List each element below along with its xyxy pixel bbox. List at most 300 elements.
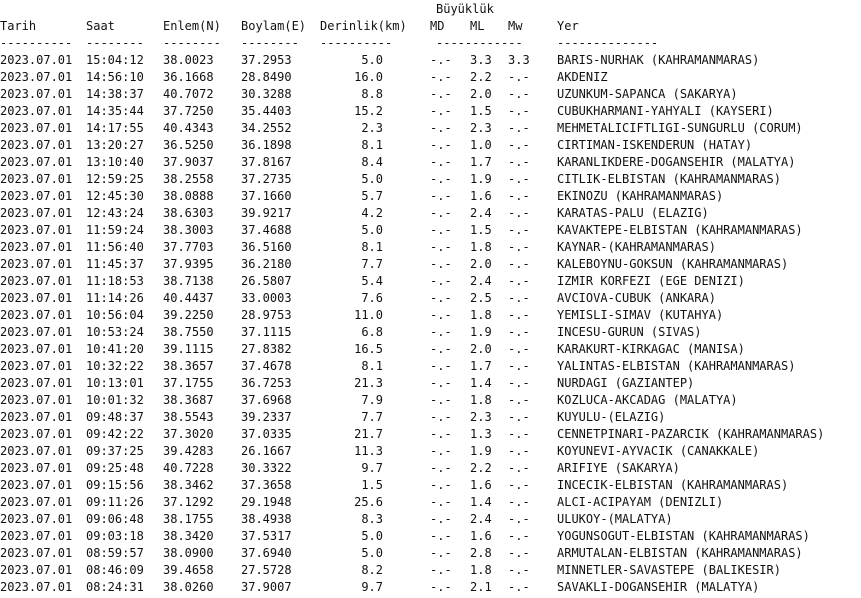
cell-tarih: 2023.07.01	[0, 478, 73, 492]
cell-md: -.-	[430, 87, 452, 101]
cell-boylam: 38.4938	[241, 512, 292, 526]
cell-yer: INCECIK-ELBISTAN (KAHRAMANMARAS)	[557, 478, 789, 492]
cell-mw: -.-	[508, 393, 530, 407]
cell-ml: 1.8	[470, 563, 492, 577]
cell-md: -.-	[430, 240, 452, 254]
cell-md: -.-	[430, 546, 452, 560]
cell-enlem: 40.7228	[163, 461, 214, 475]
cell-ml: 1.6	[470, 189, 492, 203]
cell-md: -.-	[430, 189, 452, 203]
cell-tarih: 2023.07.01	[0, 342, 73, 356]
cell-boylam: 36.7253	[241, 376, 292, 390]
cell-saat: 10:01:32	[86, 393, 144, 407]
cell-derinlik: 25.6	[354, 495, 383, 509]
cell-boylam: 39.2337	[241, 410, 292, 424]
cell-md: -.-	[430, 495, 452, 509]
column-header-boylam: Boylam(E)	[241, 19, 307, 33]
cell-tarih: 2023.07.01	[0, 359, 73, 373]
cell-boylam: 26.1667	[241, 444, 292, 458]
cell-derinlik: 21.7	[354, 427, 383, 441]
cell-tarih: 2023.07.01	[0, 563, 73, 577]
cell-saat: 11:56:40	[86, 240, 144, 254]
cell-ml: 3.3	[470, 53, 492, 67]
cell-enlem: 38.3420	[163, 529, 214, 543]
cell-derinlik: 8.1	[361, 138, 383, 152]
cell-yer: ARMUTALAN-ELBISTAN (KAHRAMANMARAS)	[557, 546, 803, 560]
cell-derinlik: 5.0	[361, 546, 383, 560]
cell-yer: YALINTAS-ELBISTAN (KAHRAMANMARAS)	[557, 359, 796, 373]
cell-yer: AVCIOVA-CUBUK (ANKARA)	[557, 291, 716, 305]
table-row	[0, 69, 861, 86]
cell-boylam: 28.9753	[241, 308, 292, 322]
cell-boylam: 37.2735	[241, 172, 292, 186]
cell-md: -.-	[430, 223, 452, 237]
table-row	[0, 86, 861, 103]
cell-derinlik: 5.0	[361, 53, 383, 67]
cell-tarih: 2023.07.01	[0, 325, 73, 339]
cell-ml: 1.7	[470, 359, 492, 373]
cell-saat: 09:48:37	[86, 410, 144, 424]
cell-enlem: 38.3003	[163, 223, 214, 237]
separator-boylam: --------	[241, 36, 299, 50]
cell-md: -.-	[430, 478, 452, 492]
cell-saat: 08:46:09	[86, 563, 144, 577]
cell-md: -.-	[430, 53, 452, 67]
table-row	[0, 222, 861, 239]
cell-boylam: 30.3322	[241, 461, 292, 475]
cell-ml: 1.3	[470, 427, 492, 441]
cell-mw: -.-	[508, 87, 530, 101]
cell-saat: 09:42:22	[86, 427, 144, 441]
cell-derinlik: 8.3	[361, 512, 383, 526]
cell-ml: 1.8	[470, 393, 492, 407]
cell-yer: EKINOZU (KAHRAMANMARAS)	[557, 189, 724, 203]
cell-boylam: 26.5807	[241, 274, 292, 288]
cell-saat: 09:11:26	[86, 495, 144, 509]
cell-ml: 1.5	[470, 223, 492, 237]
cell-mw: -.-	[508, 342, 530, 356]
cell-mw: -.-	[508, 546, 530, 560]
cell-mw: -.-	[508, 308, 530, 322]
cell-enlem: 38.3687	[163, 393, 214, 407]
cell-derinlik: 11.0	[354, 308, 383, 322]
cell-boylam: 28.8490	[241, 70, 292, 84]
separator-derinlik: ----------	[320, 36, 393, 50]
cell-saat: 14:17:55	[86, 121, 144, 135]
cell-yer: CUBUKHARMANI-YAHYALI (KAYSERI)	[557, 104, 774, 118]
cell-tarih: 2023.07.01	[0, 546, 73, 560]
cell-ml: 2.2	[470, 70, 492, 84]
cell-boylam: 33.0003	[241, 291, 292, 305]
cell-ml: 2.2	[470, 461, 492, 475]
cell-saat: 10:13:01	[86, 376, 144, 390]
cell-md: -.-	[430, 206, 452, 220]
cell-enlem: 38.0260	[163, 580, 214, 594]
cell-boylam: 37.4678	[241, 359, 292, 373]
cell-enlem: 37.7250	[163, 104, 214, 118]
cell-ml: 1.4	[470, 376, 492, 390]
table-row	[0, 375, 861, 392]
cell-saat: 09:37:25	[86, 444, 144, 458]
cell-saat: 15:04:12	[86, 53, 144, 67]
cell-md: -.-	[430, 138, 452, 152]
table-row	[0, 307, 861, 324]
cell-saat: 10:56:04	[86, 308, 144, 322]
cell-saat: 10:53:24	[86, 325, 144, 339]
cell-tarih: 2023.07.01	[0, 240, 73, 254]
cell-ml: 2.0	[470, 87, 492, 101]
header-separator-row	[0, 35, 861, 52]
separator-saat: --------	[86, 36, 144, 50]
cell-boylam: 37.6940	[241, 546, 292, 560]
cell-saat: 10:41:20	[86, 342, 144, 356]
cell-tarih: 2023.07.01	[0, 444, 73, 458]
cell-mw: -.-	[508, 223, 530, 237]
table-row	[0, 324, 861, 341]
cell-mw: -.-	[508, 291, 530, 305]
cell-enlem: 38.0888	[163, 189, 214, 203]
cell-md: -.-	[430, 172, 452, 186]
cell-ml: 2.8	[470, 546, 492, 560]
cell-derinlik: 6.8	[361, 325, 383, 339]
table-row	[0, 426, 861, 443]
cell-enlem: 38.1755	[163, 512, 214, 526]
cell-md: -.-	[430, 444, 452, 458]
table-row	[0, 358, 861, 375]
cell-boylam: 37.3658	[241, 478, 292, 492]
table-row	[0, 205, 861, 222]
column-header-mw: Mw	[508, 19, 523, 33]
cell-md: -.-	[430, 359, 452, 373]
cell-boylam: 34.2552	[241, 121, 292, 135]
cell-yer: YEMISLI-SIMAV (KUTAHYA)	[557, 308, 724, 322]
cell-ml: 1.4	[470, 495, 492, 509]
cell-tarih: 2023.07.01	[0, 308, 73, 322]
cell-derinlik: 9.7	[361, 580, 383, 594]
separator-magnitudes: ------------	[436, 36, 523, 50]
cell-saat: 13:10:40	[86, 155, 144, 169]
cell-tarih: 2023.07.01	[0, 104, 73, 118]
cell-yer: AKDENIZ	[557, 70, 608, 84]
cell-yer: KUYULU-(ELAZIG)	[557, 410, 666, 424]
cell-derinlik: 16.0	[354, 70, 383, 84]
table-row	[0, 494, 861, 511]
cell-ml: 2.1	[470, 580, 492, 594]
cell-mw: -.-	[508, 121, 530, 135]
cell-yer: MEHMETALICIFTLIGI-SUNGURLU (CORUM)	[557, 121, 803, 135]
cell-mw: -.-	[508, 478, 530, 492]
cell-tarih: 2023.07.01	[0, 512, 73, 526]
cell-enlem: 39.4658	[163, 563, 214, 577]
cell-md: -.-	[430, 529, 452, 543]
table-row	[0, 290, 861, 307]
cell-tarih: 2023.07.01	[0, 410, 73, 424]
cell-md: -.-	[430, 376, 452, 390]
cell-derinlik: 2.3	[361, 121, 383, 135]
cell-boylam: 39.9217	[241, 206, 292, 220]
cell-derinlik: 8.8	[361, 87, 383, 101]
cell-enlem: 37.9037	[163, 155, 214, 169]
cell-ml: 2.5	[470, 291, 492, 305]
cell-tarih: 2023.07.01	[0, 70, 73, 84]
table-row	[0, 477, 861, 494]
cell-enlem: 37.3020	[163, 427, 214, 441]
cell-tarih: 2023.07.01	[0, 393, 73, 407]
table-row	[0, 409, 861, 426]
cell-saat: 09:03:18	[86, 529, 144, 543]
cell-boylam: 37.8167	[241, 155, 292, 169]
table-row	[0, 511, 861, 528]
cell-ml: 2.0	[470, 257, 492, 271]
cell-ml: 1.9	[470, 325, 492, 339]
cell-tarih: 2023.07.01	[0, 376, 73, 390]
cell-derinlik: 9.7	[361, 461, 383, 475]
cell-enlem: 36.5250	[163, 138, 214, 152]
cell-saat: 12:45:30	[86, 189, 144, 203]
table-row	[0, 273, 861, 290]
cell-yer: KARATAS-PALU (ELAZIG)	[557, 206, 709, 220]
cell-tarih: 2023.07.01	[0, 189, 73, 203]
cell-mw: -.-	[508, 410, 530, 424]
cell-yer: KOZLUCA-AKCADAG (MALATYA)	[557, 393, 738, 407]
cell-mw: -.-	[508, 461, 530, 475]
cell-enlem: 38.3657	[163, 359, 214, 373]
cell-yer: ULUKOY-(MALATYA)	[557, 512, 673, 526]
cell-ml: 1.0	[470, 138, 492, 152]
cell-boylam: 30.3288	[241, 87, 292, 101]
cell-enlem: 37.9395	[163, 257, 214, 271]
cell-ml: 1.9	[470, 172, 492, 186]
cell-mw: -.-	[508, 325, 530, 339]
cell-enlem: 37.1755	[163, 376, 214, 390]
cell-enlem: 40.4343	[163, 121, 214, 135]
cell-md: -.-	[430, 291, 452, 305]
cell-enlem: 36.1668	[163, 70, 214, 84]
cell-mw: -.-	[508, 376, 530, 390]
cell-enlem: 38.0900	[163, 546, 214, 560]
cell-derinlik: 16.5	[354, 342, 383, 356]
cell-mw: 3.3	[508, 53, 530, 67]
cell-md: -.-	[430, 121, 452, 135]
table-row	[0, 562, 861, 579]
cell-boylam: 37.1660	[241, 189, 292, 203]
column-header-row	[0, 18, 861, 35]
cell-tarih: 2023.07.01	[0, 206, 73, 220]
cell-derinlik: 8.2	[361, 563, 383, 577]
cell-tarih: 2023.07.01	[0, 427, 73, 441]
cell-md: -.-	[430, 580, 452, 594]
cell-yer: CENNETPINARI-PAZARCIK (KAHRAMANMARAS)	[557, 427, 825, 441]
cell-yer: BARIS-NURHAK (KAHRAMANMARAS)	[557, 53, 760, 67]
cell-yer: KALEBOYNU-GOKSUN (KAHRAMANMARAS)	[557, 257, 789, 271]
cell-tarih: 2023.07.01	[0, 580, 73, 594]
cell-derinlik: 21.3	[354, 376, 383, 390]
table-row	[0, 341, 861, 358]
column-header-ml: ML	[470, 19, 485, 33]
cell-derinlik: 7.9	[361, 393, 383, 407]
cell-yer: KOYUNEVI-AYVACIK (CANAKKALE)	[557, 444, 760, 458]
cell-mw: -.-	[508, 172, 530, 186]
cell-boylam: 37.6968	[241, 393, 292, 407]
table-row	[0, 188, 861, 205]
table-row	[0, 460, 861, 477]
cell-derinlik: 11.3	[354, 444, 383, 458]
cell-ml: 2.4	[470, 274, 492, 288]
cell-derinlik: 5.4	[361, 274, 383, 288]
cell-boylam: 37.4688	[241, 223, 292, 237]
cell-enlem: 38.7138	[163, 274, 214, 288]
cell-mw: -.-	[508, 274, 530, 288]
table-row	[0, 579, 861, 596]
cell-ml: 2.4	[470, 206, 492, 220]
cell-mw: -.-	[508, 206, 530, 220]
cell-ml: 2.3	[470, 410, 492, 424]
cell-mw: -.-	[508, 155, 530, 169]
cell-md: -.-	[430, 70, 452, 84]
cell-md: -.-	[430, 393, 452, 407]
table-row	[0, 256, 861, 273]
cell-yer: IZMIR KORFEZI (EGE DENIZI)	[557, 274, 745, 288]
cell-yer: YOGUNSOGUT-ELBISTAN (KAHRAMANMARAS)	[557, 529, 810, 543]
cell-derinlik: 15.2	[354, 104, 383, 118]
cell-mw: -.-	[508, 240, 530, 254]
cell-enlem: 37.7703	[163, 240, 214, 254]
cell-saat: 14:38:37	[86, 87, 144, 101]
cell-mw: -.-	[508, 70, 530, 84]
cell-ml: 2.0	[470, 342, 492, 356]
cell-enlem: 38.0023	[163, 53, 214, 67]
column-header-saat: Saat	[86, 19, 115, 33]
table-row	[0, 171, 861, 188]
cell-ml: 1.9	[470, 444, 492, 458]
cell-mw: -.-	[508, 495, 530, 509]
cell-boylam: 27.5728	[241, 563, 292, 577]
cell-ml: 1.6	[470, 529, 492, 543]
table-row	[0, 137, 861, 154]
cell-tarih: 2023.07.01	[0, 172, 73, 186]
cell-md: -.-	[430, 274, 452, 288]
cell-yer: CITLIK-ELBISTAN (KAHRAMANMARAS)	[557, 172, 781, 186]
cell-md: -.-	[430, 563, 452, 577]
cell-yer: KAVAKTEPE-ELBISTAN (KAHRAMANMARAS)	[557, 223, 803, 237]
cell-md: -.-	[430, 155, 452, 169]
cell-yer: KARAKURT-KIRKAGAC (MANISA)	[557, 342, 745, 356]
cell-yer: MINNETLER-SAVASTEPE (BALIKESIR)	[557, 563, 781, 577]
cell-enlem: 40.7072	[163, 87, 214, 101]
cell-yer: SAVAKLI-DOGANSEHIR (MALATYA)	[557, 580, 760, 594]
cell-ml: 2.4	[470, 512, 492, 526]
cell-enlem: 38.5543	[163, 410, 214, 424]
cell-md: -.-	[430, 427, 452, 441]
cell-boylam: 37.1115	[241, 325, 292, 339]
cell-mw: -.-	[508, 257, 530, 271]
cell-yer: KARANLIKDERE-DOGANSEHIR (MALATYA)	[557, 155, 796, 169]
cell-saat: 14:56:10	[86, 70, 144, 84]
cell-md: -.-	[430, 325, 452, 339]
cell-yer: KAYNAR-(KAHRAMANMARAS)	[557, 240, 716, 254]
cell-derinlik: 5.0	[361, 529, 383, 543]
cell-saat: 13:20:27	[86, 138, 144, 152]
cell-derinlik: 1.5	[361, 478, 383, 492]
cell-tarih: 2023.07.01	[0, 155, 73, 169]
cell-saat: 11:45:37	[86, 257, 144, 271]
cell-boylam: 36.2180	[241, 257, 292, 271]
table-row	[0, 239, 861, 256]
cell-boylam: 37.5317	[241, 529, 292, 543]
cell-boylam: 36.1898	[241, 138, 292, 152]
cell-md: -.-	[430, 512, 452, 526]
cell-saat: 11:59:24	[86, 223, 144, 237]
magnitude-group-header	[0, 1, 861, 18]
cell-tarih: 2023.07.01	[0, 291, 73, 305]
cell-tarih: 2023.07.01	[0, 138, 73, 152]
cell-tarih: 2023.07.01	[0, 53, 73, 67]
cell-derinlik: 8.4	[361, 155, 383, 169]
cell-ml: 1.6	[470, 478, 492, 492]
table-row	[0, 52, 861, 69]
cell-derinlik: 8.1	[361, 240, 383, 254]
cell-ml: 1.7	[470, 155, 492, 169]
table-row	[0, 443, 861, 460]
cell-derinlik: 5.7	[361, 189, 383, 203]
cell-tarih: 2023.07.01	[0, 87, 73, 101]
cell-saat: 10:32:22	[86, 359, 144, 373]
cell-tarih: 2023.07.01	[0, 461, 73, 475]
cell-enlem: 38.7550	[163, 325, 214, 339]
cell-tarih: 2023.07.01	[0, 495, 73, 509]
cell-mw: -.-	[508, 189, 530, 203]
cell-boylam: 37.0335	[241, 427, 292, 441]
column-header-enlem: Enlem(N)	[163, 19, 221, 33]
cell-saat: 08:59:57	[86, 546, 144, 560]
cell-derinlik: 7.7	[361, 257, 383, 271]
cell-tarih: 2023.07.01	[0, 223, 73, 237]
cell-enlem: 39.1115	[163, 342, 214, 356]
cell-boylam: 37.2953	[241, 53, 292, 67]
cell-md: -.-	[430, 104, 452, 118]
cell-enlem: 38.2558	[163, 172, 214, 186]
cell-ml: 1.8	[470, 308, 492, 322]
cell-saat: 14:35:44	[86, 104, 144, 118]
cell-md: -.-	[430, 410, 452, 424]
cell-boylam: 37.9007	[241, 580, 292, 594]
cell-yer: CIRTIMAN-ISKENDERUN (HATAY)	[557, 138, 753, 152]
cell-saat: 12:43:24	[86, 206, 144, 220]
cell-mw: -.-	[508, 427, 530, 441]
cell-md: -.-	[430, 342, 452, 356]
cell-md: -.-	[430, 461, 452, 475]
cell-enlem: 38.6303	[163, 206, 214, 220]
cell-tarih: 2023.07.01	[0, 121, 73, 135]
cell-yer: ARIFIYE (SAKARYA)	[557, 461, 680, 475]
cell-mw: -.-	[508, 563, 530, 577]
cell-yer: NURDAGI (GAZIANTEP)	[557, 376, 695, 390]
separator-yer: --------------	[557, 36, 659, 50]
column-header-md: MD	[430, 19, 445, 33]
cell-tarih: 2023.07.01	[0, 529, 73, 543]
cell-saat: 09:06:48	[86, 512, 144, 526]
magnitude-group-label: Büyüklük	[436, 2, 494, 16]
cell-boylam: 35.4403	[241, 104, 292, 118]
column-header-tarih: Tarih	[0, 19, 37, 33]
cell-boylam: 36.5160	[241, 240, 292, 254]
cell-mw: -.-	[508, 529, 530, 543]
cell-ml: 2.3	[470, 121, 492, 135]
cell-mw: -.-	[508, 444, 530, 458]
cell-boylam: 27.8382	[241, 342, 292, 356]
column-header-derinlik: Derinlik(km)	[320, 19, 407, 33]
cell-enlem: 39.4283	[163, 444, 214, 458]
